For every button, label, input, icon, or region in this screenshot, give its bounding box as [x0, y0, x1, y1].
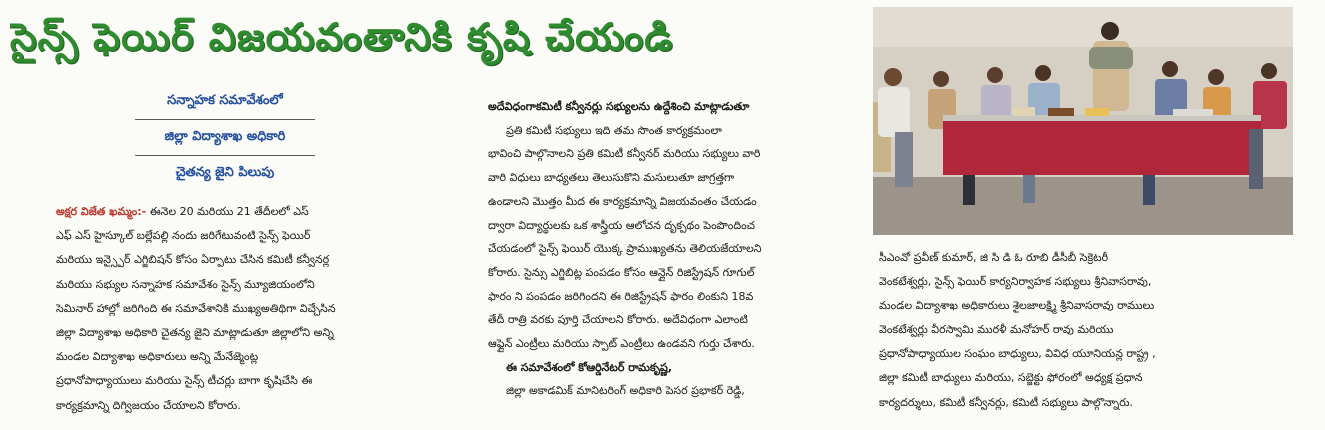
article-column-2 — [488, 95, 858, 403]
text-line: ద్వారా విద్యార్థులకు ఒక శాస్త్రీయ ఆలోచన దృక్పథం పెంపొందించ — [488, 218, 756, 232]
text-line: మండల విద్యాశాఖ అధికారులు అన్ని మేనేజ్మెంట్ల — [56, 350, 259, 364]
text-line: ప్రధానోపాధ్యాయుల సంఘం బాధ్యులు, వివిధ యూనియన్ల రాష్ట్ర , — [879, 347, 1156, 361]
article-column-1 — [56, 200, 466, 418]
text-line: మరియు ఇన్స్పైర్ ఎగ్జిబిషన్ కోసం ఏర్పాటు చేసిన కమిటీ కన్వీనర్ల — [56, 253, 330, 267]
text-line: వెంకటేశ్వర్లు వీరస్వామి మురళీ మనోహర్ రావు మరియు — [879, 323, 1114, 337]
text-line: ప్రధానోపాధ్యాయులు మరియు సైన్స్ టీచర్లు బాగా కృషిచేసి ఈ — [56, 374, 313, 388]
subheading: చైతన్య జైని పిలుపు — [175, 165, 275, 180]
text-line: వెంకటేశ్వర్లు, సైన్స్ ఫెయిర్ కార్యనిర్వాహక సభ్యులు శ్రీనివాసరావు, — [879, 275, 1152, 289]
text-line: చేయడంలో సైన్స్ ఫెయిర్ యొక్క ప్రాముఖ్యతను తెలియజేయాలని — [488, 242, 762, 256]
text-line: మరియు సభ్యుల సన్నాహక సమావేశం సైన్స్ మ్యూజియంలోని — [56, 277, 315, 291]
text-line: కోరారు. సైన్సు ఎగ్జిబిట్ల పంపడం కోసం ఆన్లైన్ రిజిస్ట్రేషన్ గూగుల్ — [488, 265, 755, 279]
text-line: భావించి పాల్గొనాలని ప్రతి కమిటీ కన్వీనర్ మరియు సభ్యులు వారి — [488, 147, 761, 161]
text-line: ఉండాలని మొత్తం మీద ఈ కార్యక్రమాన్ని విజయవంతం చేయడం — [488, 194, 757, 208]
column-heading: అదేవిధంగాకమిటీ కన్వీనర్లు సభ్యులను ఉద్దేశించి మాట్లాడుతూ — [488, 100, 750, 113]
text-line: జిల్లా కమిటీ బాధ్యులు మరియు, సబ్జెక్టు ఫోరంలో అధ్యక్ష ప్రధాన — [879, 371, 1143, 385]
headline: సైన్స్ ఫెయిర్ విజయవంతానికి కృషి చేయండి — [10, 15, 674, 59]
text-line-body: ఈనెల 20 మరియు 21 తేదీలలో ఎస్ — [146, 205, 309, 218]
text-line: సీఎంవో ప్రవీణ్ కుమార్, జి సి డి ఓ రూబి డీసీబీ సెక్రెటరీ — [879, 251, 1109, 264]
text-line: ఎఫ్ ఎస్ హైస్కూల్ బల్లేపల్లి నందు జరిగేటువంటి సైన్స్ ఫెయిర్ — [56, 229, 311, 243]
subheading: సన్నాహక సమావేశంలో — [135, 84, 315, 120]
subheading: జిల్లా విద్యాశాఖ అధికారి — [135, 120, 315, 156]
text-line: ప్రతి కమిటీ సభ్యులు ఇది తమ సొంత కార్యక్రమంలా — [506, 123, 722, 137]
meeting-photo-illustration — [873, 7, 1293, 235]
text-line: జిల్లా విద్యాశాఖ అధికారి చైతన్య జైని మాట్లాడుతూ జిల్లాలోని అన్ని — [56, 326, 334, 340]
text-line: ఆఫ్లైన్ ఎంట్రీలు మరియు స్పాట్ ఎంట్రీలు ఉండవని గుర్తు చేశారు. — [488, 337, 755, 351]
text-line: ఫారం ని పంపడం జరిగిందని ఈ రిజిస్ట్రేషన్ ఫారం లింకుని 18వ — [488, 289, 754, 303]
text-line: కార్యదర్శులు, కమిటీ కన్వీనర్లు, కమిటీ సభ్యులు పాల్గొన్నారు. — [879, 395, 1134, 409]
text-line: తేదీ రాత్రి వరకు పూర్తి చేయాలని కోరారు. అదేవిధంగా ఎలాంటి — [488, 313, 748, 327]
text-line: సెమినార్ హాల్లో జరిగింది ఈ సమావేశానికి ముఖ్యఅతిథిగా విచ్చేసిన — [56, 301, 336, 315]
text-line — [56, 200, 466, 224]
text-line: జిల్లా అకాడమిక్ మానిటరింగ్ అధికారి పెసర ప్రభాకర్ రెడ్డి, — [506, 384, 745, 398]
text-line: కార్యక్రమాన్ని దిగ్విజయం చేయాలని కోరారు. — [56, 398, 241, 412]
column-subheading: ఈ సమావేశంలో కోఆర్డినేటర్ రామకృష్ణ, — [506, 360, 672, 374]
text-line: మండల విద్యాశాఖ అధికారులు శైలజాలక్ష్మి శ్రీనివాసరావు రాములు — [879, 299, 1155, 313]
dateline: అక్షర విజేత ఖమ్మం:- — [56, 205, 147, 218]
text-line: వారి విధులు బాధ్యతలు తెలుసుకొని మసులుతూ జాగ్రత్తగా — [488, 171, 735, 185]
news-photo — [873, 7, 1293, 235]
article-column-3 — [879, 246, 1307, 415]
subheadings — [135, 84, 315, 191]
